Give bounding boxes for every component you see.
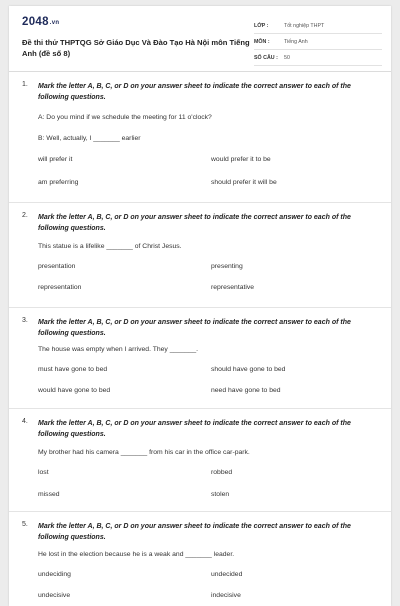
- exam-title: Đề thi thử THPTQG Sở Giáo Dục Và Đào Tạo Hà Nội môn Tiếng Anh (đề số 8): [22, 38, 250, 58]
- question-5: [9, 511, 391, 606]
- question-number: 3.: [22, 317, 28, 324]
- brand-name: 2048: [22, 16, 49, 28]
- option-d[interactable]: need have gone to bed: [211, 387, 281, 394]
- question-instruction: Mark the letter A, B, C, or D on your answer sheet to indicate the correct answer to each of the following questions.: [38, 83, 351, 101]
- question-1: [9, 72, 391, 202]
- exam-sheet: [9, 6, 391, 606]
- question-2: [9, 202, 391, 307]
- option-a[interactable]: will prefer it: [38, 156, 73, 163]
- meta-key: SỐ CÂU :: [254, 54, 278, 61]
- exam-header: [9, 6, 391, 72]
- question-stem: The house was empty when I arrived. They _______.: [38, 346, 199, 353]
- option-d[interactable]: should prefer it will be: [211, 179, 277, 186]
- exam-meta: [254, 18, 382, 66]
- meta-value: 50: [284, 54, 290, 61]
- meta-value: Tốt nghiệp THPT: [284, 22, 325, 29]
- question-stem: He lost in the election because he is a weak and _______ leader.: [38, 551, 235, 558]
- question-stem: A: Do you mind if we schedule the meeting for 11 o'clock?: [38, 114, 212, 121]
- option-c[interactable]: representation: [38, 284, 82, 291]
- option-b[interactable]: would prefer it to be: [211, 156, 271, 163]
- question-instruction: Mark the letter A, B, C, or D on your answer sheet to indicate the correct answer to each of the following questions.: [38, 214, 351, 232]
- meta-row-subject: [254, 34, 382, 50]
- question-stem: My brother had his camera _______ from his car in the office car-park.: [38, 449, 250, 456]
- option-c[interactable]: would have gone to bed: [38, 387, 111, 394]
- question-stem: B: Well, actually, I _______ earlier: [38, 135, 141, 142]
- brand-suffix: .vn: [49, 20, 60, 26]
- option-a[interactable]: presentation: [38, 263, 76, 270]
- option-d[interactable]: stolen: [211, 491, 230, 498]
- question-number: 2.: [22, 212, 28, 219]
- option-c[interactable]: undecisive: [38, 592, 71, 599]
- meta-value: Tiếng Anh: [284, 38, 308, 45]
- question-3: [9, 307, 391, 408]
- option-a[interactable]: undeciding: [38, 571, 71, 578]
- question-4: [9, 408, 391, 511]
- question-stem: This statue is a lifelike _______ of Christ Jesus.: [38, 243, 182, 250]
- option-c[interactable]: missed: [38, 491, 60, 498]
- meta-row-count: [254, 50, 382, 66]
- question-number: 4.: [22, 418, 28, 425]
- option-a[interactable]: lost: [38, 469, 49, 476]
- option-b[interactable]: undecided: [211, 571, 243, 578]
- option-b[interactable]: presenting: [211, 263, 243, 270]
- site-logo[interactable]: [22, 16, 59, 28]
- question-instruction: Mark the letter A, B, C, or D on your answer sheet to indicate the correct answer to each of the following questions.: [38, 319, 351, 337]
- meta-key: LỚP :: [254, 22, 269, 29]
- option-b[interactable]: robbed: [211, 469, 233, 476]
- option-c[interactable]: am preferring: [38, 179, 79, 186]
- question-number: 5.: [22, 521, 28, 528]
- question-number: 1.: [22, 81, 28, 88]
- question-instruction: Mark the letter A, B, C, or D on your answer sheet to indicate the correct answer to each of the following questions.: [38, 523, 351, 541]
- option-d[interactable]: indecisive: [211, 592, 241, 599]
- option-d[interactable]: representative: [211, 284, 255, 291]
- option-b[interactable]: should have gone to bed: [211, 366, 286, 373]
- meta-row-class: [254, 18, 382, 34]
- meta-key: MÔN :: [254, 38, 270, 45]
- question-instruction: Mark the letter A, B, C, or D on your answer sheet to indicate the correct answer to each of the following questions.: [38, 420, 351, 438]
- option-a[interactable]: must have gone to bed: [38, 366, 108, 373]
